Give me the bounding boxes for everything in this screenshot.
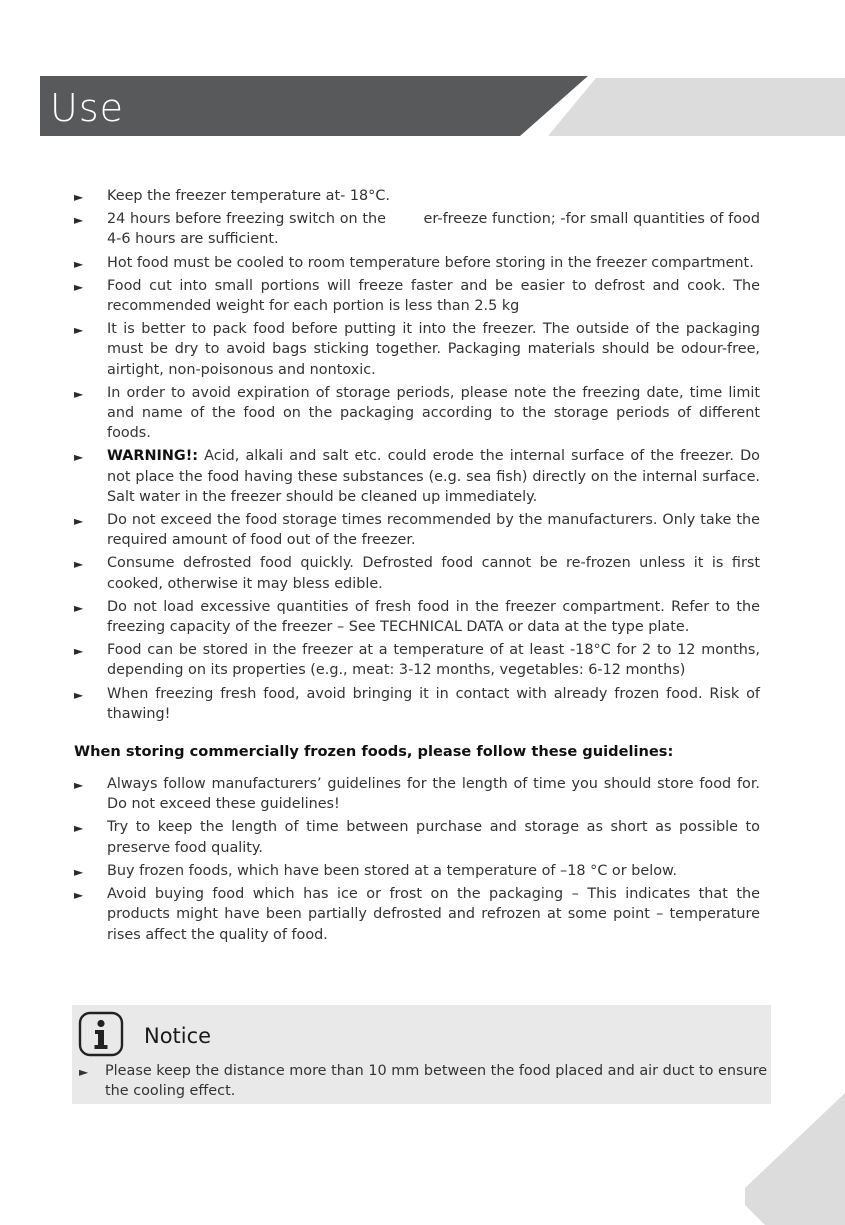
bullet-arrow-icon: ►	[79, 1065, 89, 1079]
list-item-text: Hot food must be cooled to room temperature before storing in the freezer compartment.	[107, 254, 754, 271]
list-item-text: It is better to pack food before putting it into the freezer. The outside of the packaging must be dry to avoid bags sticking together. Packaging materials should be odour-free, airtight, non-poisonous and nontoxic.	[107, 321, 760, 378]
list-item-text: Do not load excessive quantities of fresh food in the freezer compartment. Refer to the freezing capacity of the freezer – See TECHNICAL DATA or data at the type plate.	[107, 598, 760, 636]
page-title: Use	[50, 86, 124, 130]
commercial-guidelines-heading: When storing commercially frozen foods, please follow these guidelines:	[74, 743, 674, 761]
list-item	[74, 276, 760, 316]
list-item-text: Food can be stored in the freezer at a temperature of at least -18°C for 2 to 12 months, depending on its properties (e.g., meat: 3-12 months, vegetables: 6-12 months)	[107, 642, 760, 679]
list-item	[74, 861, 760, 881]
list-item	[74, 817, 760, 857]
bullet-arrow-icon: ►	[74, 557, 84, 572]
commercial-guidelines-list	[74, 774, 760, 945]
list-item	[74, 553, 760, 593]
bullet-arrow-icon: ►	[74, 687, 84, 702]
usage-list	[74, 186, 765, 724]
bullet-arrow-icon: ►	[74, 279, 84, 294]
list-item-text: In order to avoid expiration of storage periods, please note the freezing date, time limit and name of the food on the packaging according to the storage periods of different foods.	[107, 384, 760, 442]
list-item-text: Food cut into small portions will freeze faster and be easier to defrost and cook. The recommended weight for each portion is less than 2.5 kg	[107, 277, 760, 315]
warning-label: WARNING!:	[107, 448, 199, 465]
list-item-text: 24 hours before freezing switch on the er-freeze function; -for small quantities of food 4-6 hours are sufficient.	[107, 211, 765, 248]
bullet-arrow-icon: ►	[74, 256, 84, 271]
list-item-text: Always follow manufacturers’ guidelines for the length of time you should store food for. Do not exceed these guidelines!	[107, 776, 760, 813]
list-item-text: Buy frozen foods, which have been stored at a temperature of –18 °C or below.	[107, 862, 678, 879]
header-banner-shape	[0, 0, 845, 140]
list-item	[74, 510, 760, 550]
bullet-arrow-icon: ►	[74, 821, 84, 836]
bullet-arrow-icon: ►	[74, 778, 84, 793]
list-item	[74, 884, 760, 945]
list-item-text: Try to keep the length of time between purchase and storage as short as possible to preserve food quality.	[107, 819, 760, 856]
bullet-arrow-icon: ►	[74, 600, 84, 615]
list-item	[74, 640, 760, 680]
list-item	[74, 774, 760, 814]
list-item-text: Acid, alkali and salt etc. could erode the internal surface of the freezer. Do not place the food having these substances (e.g. sea fish) directly on the internal surface. Salt water in the freezer should be cleaned up immediately.	[107, 448, 760, 505]
corner-page-tab	[745, 1093, 845, 1225]
list-item-text: When freezing fresh food, avoid bringing it in contact with already frozen food. Risk of thawing!	[107, 685, 760, 722]
list-item-warning	[74, 446, 760, 507]
list-item	[74, 597, 760, 637]
bullet-arrow-icon: ►	[74, 450, 84, 465]
list-item-text: Keep the freezer temperature at- 18°C.	[107, 188, 390, 204]
info-icon	[78, 1011, 124, 1057]
bullet-arrow-icon: ►	[74, 888, 84, 903]
list-item	[74, 684, 760, 724]
bullet-arrow-icon: ►	[74, 864, 84, 879]
bullet-arrow-icon: ►	[74, 644, 84, 659]
bullet-arrow-icon: ►	[74, 213, 84, 228]
main-content	[74, 186, 765, 948]
bullet-arrow-icon: ►	[74, 514, 84, 529]
header-banner	[0, 0, 845, 140]
list-item	[74, 383, 760, 444]
list-item-text: Avoid buying food which has ice or frost on the packaging – This indicates that the products might have been partially defrosted and refrozen at some point – temperature rises affect the quality of food.	[107, 886, 760, 943]
notice-text-content: Please keep the distance more than 10 mm between the food placed and air duct to ensure the cooling effect.	[105, 1063, 768, 1100]
list-item-text: Do not exceed the food storage times recommended by the manufacturers. Only take the required amount of food out of the freezer.	[107, 512, 760, 549]
list-item	[74, 186, 760, 206]
bullet-arrow-icon: ►	[74, 386, 84, 401]
notice-box	[72, 1005, 771, 1104]
notice-title: Notice	[144, 1024, 212, 1048]
list-item	[74, 319, 760, 380]
list-item-text: Consume defrosted food quickly. Defrosted food cannot be re-frozen unless it is first cooked, otherwise it may bless edible.	[107, 555, 760, 592]
bullet-arrow-icon: ►	[74, 190, 84, 204]
bullet-arrow-icon: ►	[74, 323, 84, 338]
list-item	[74, 253, 760, 273]
list-item	[74, 209, 765, 249]
notice-text	[79, 1061, 793, 1101]
